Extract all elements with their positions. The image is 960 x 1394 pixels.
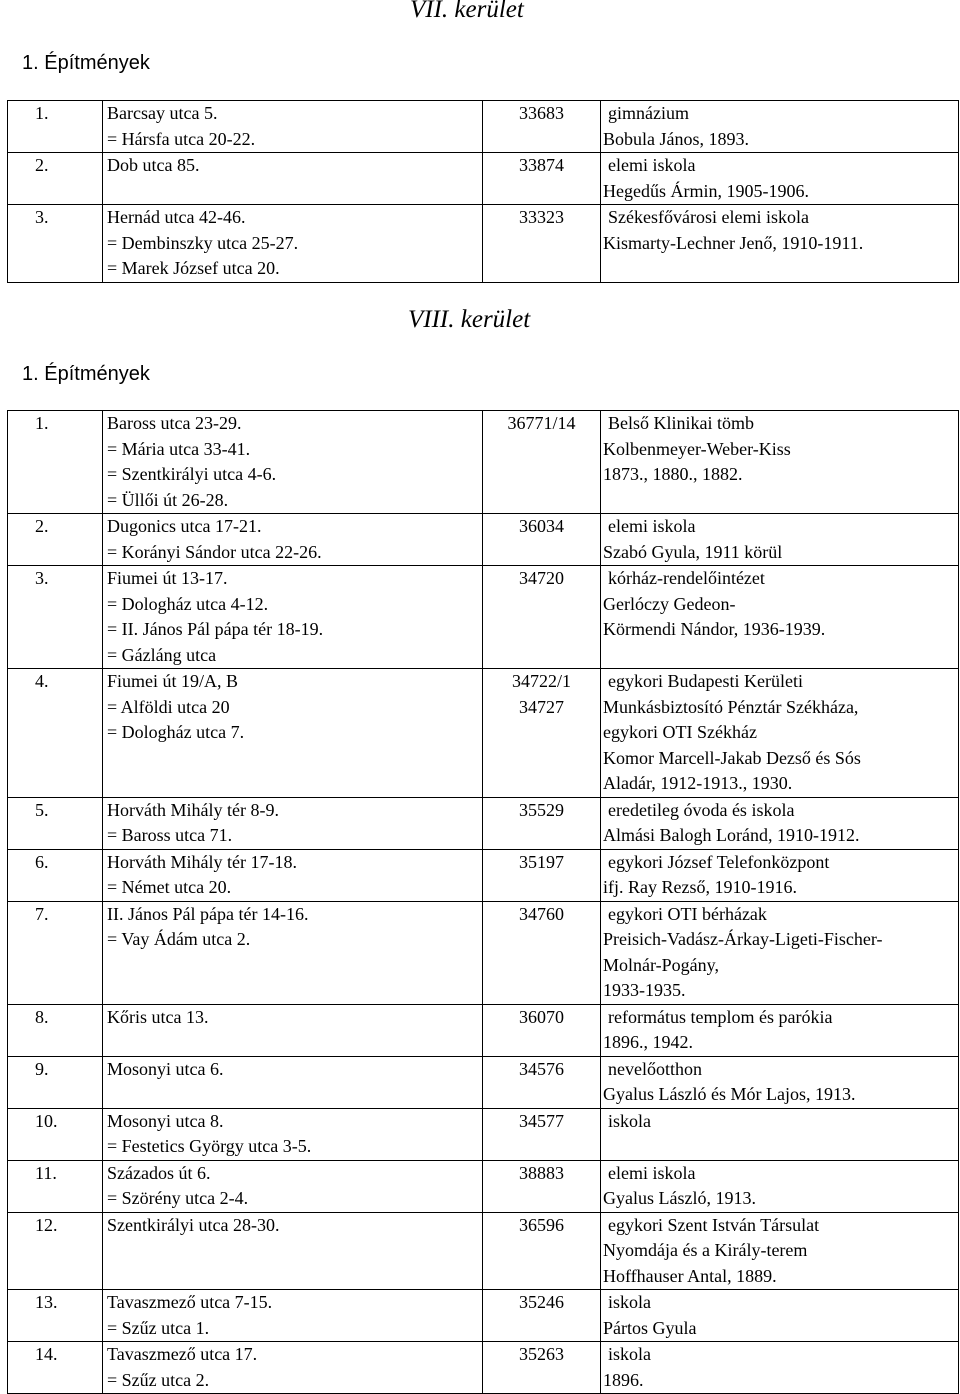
description-line: elemi iskola <box>608 155 696 175</box>
description-line: egykori Budapesti Kerületi <box>608 671 803 691</box>
description-cell <box>601 101 959 153</box>
parcel-number-cell <box>483 849 601 901</box>
address-line: II. János Pál pápa tér 14-16. <box>107 903 309 924</box>
address-cell <box>103 1342 483 1394</box>
address-line: = Korányi Sándor utca 22-26. <box>107 541 322 562</box>
description-line: 1933-1935. <box>603 980 686 1000</box>
description-cell <box>601 849 959 901</box>
description-line: Gyalus László és Mór Lajos, 1913. <box>603 1084 856 1104</box>
register-table-vii <box>7 100 959 283</box>
entry-number-cell <box>8 411 103 514</box>
description-line: Komor Marcell-Jakab Dezső és Sós <box>603 747 861 768</box>
parcel-number: 33874 <box>519 155 564 175</box>
description-cell <box>601 514 959 566</box>
description-line: Székesfővárosi elemi iskola <box>608 207 809 227</box>
parcel-number-cell <box>483 566 601 669</box>
parcel-number: 35246 <box>519 1292 564 1312</box>
description-cell <box>601 669 959 798</box>
description-line: Aladár, 1912-1913., 1930. <box>603 773 793 793</box>
parcel-number-cell <box>483 1290 601 1342</box>
description-line: egykori OTI bérházak <box>608 903 767 924</box>
table-row <box>8 205 959 283</box>
description-line: 1896., 1942. <box>603 1032 693 1052</box>
table-row <box>8 1004 959 1056</box>
parcel-number-cell <box>483 901 601 1004</box>
table-row <box>8 1342 959 1394</box>
table-row <box>8 1290 959 1342</box>
description-line: Almási Balogh Loránd, 1910-1912. <box>603 825 860 845</box>
address-line: Tavaszmező utca 17. <box>107 1344 258 1364</box>
address-line: Baross utca 23-29. <box>107 413 242 433</box>
address-line: Fiumei út 13-17. <box>107 568 228 588</box>
entry-number: 14. <box>35 1344 58 1364</box>
description-line: Hoffhauser Antal, 1889. <box>603 1265 777 1286</box>
entry-number: 11. <box>35 1162 57 1183</box>
description-line: eredetileg óvoda és iskola <box>608 799 795 820</box>
address-line: = Szörény utca 2-4. <box>107 1188 249 1208</box>
entry-number-cell <box>8 101 103 153</box>
address-line: = Szűz utca 2. <box>107 1369 210 1390</box>
parcel-number-cell <box>483 669 601 798</box>
address-cell <box>103 153 483 205</box>
address-cell <box>103 1056 483 1108</box>
parcel-number: 36771/14 <box>507 413 576 433</box>
description-line: ifj. Ray Rezső, 1910-1916. <box>603 877 797 897</box>
entry-number-cell <box>8 797 103 849</box>
entry-number: 4. <box>35 671 49 691</box>
entry-number: 13. <box>35 1292 58 1312</box>
parcel-number-cell <box>483 1056 601 1108</box>
entry-number-cell <box>8 514 103 566</box>
register-table-body <box>8 101 959 283</box>
entry-number-cell <box>8 1212 103 1290</box>
table-row <box>8 411 959 514</box>
parcel-number: 34727 <box>519 696 564 717</box>
entry-number: 3. <box>35 568 49 588</box>
address-cell <box>103 1212 483 1290</box>
table-row <box>8 101 959 153</box>
description-cell <box>601 566 959 669</box>
register-table-viii <box>7 410 959 1394</box>
description-line: egykori Szent István Társulat <box>608 1214 820 1235</box>
address-line: = Német utca 20. <box>107 877 232 897</box>
parcel-number-cell <box>483 153 601 205</box>
description-line: Molnár-Pogány, <box>603 954 719 975</box>
description-line: elemi iskola <box>608 1162 696 1183</box>
address-line: Mosonyi utca 6. <box>107 1058 224 1079</box>
district-heading-viii: VIII. kerület <box>408 306 531 333</box>
entry-number-cell <box>8 1056 103 1108</box>
address-line: = Baross utca 71. <box>107 825 233 845</box>
parcel-number-cell <box>483 411 601 514</box>
entry-number: 2. <box>35 516 49 536</box>
description-line: Bobula János, 1893. <box>603 128 749 149</box>
address-line: Kőris utca 13. <box>107 1006 209 1027</box>
table-row <box>8 669 959 798</box>
parcel-number: 33683 <box>519 103 564 123</box>
description-line: Pártos Gyula <box>603 1317 697 1338</box>
parcel-number-cell <box>483 514 601 566</box>
address-cell <box>103 101 483 153</box>
entry-number: 10. <box>35 1110 58 1131</box>
address-line: = Festetics György utca 3-5. <box>107 1136 312 1156</box>
address-line: = Gázláng utca <box>107 644 217 665</box>
address-cell <box>103 849 483 901</box>
register-table-body <box>8 411 959 1394</box>
description-line: iskola <box>608 1110 651 1131</box>
parcel-number-cell <box>483 1004 601 1056</box>
table-row <box>8 153 959 205</box>
address-cell <box>103 205 483 283</box>
address-line: = Mária utca 33-41. <box>107 438 251 459</box>
description-line: 1896. <box>603 1369 644 1390</box>
address-cell <box>103 1108 483 1160</box>
table-row <box>8 566 959 669</box>
description-line: kórház-rendelőintézet <box>608 568 765 588</box>
address-cell <box>103 669 483 798</box>
table-row <box>8 1212 959 1290</box>
entry-number: 8. <box>35 1006 49 1027</box>
parcel-number: 38883 <box>519 1162 564 1183</box>
address-cell <box>103 1290 483 1342</box>
address-line: = Üllői út 26-28. <box>107 489 229 510</box>
address-line: = Dologház utca 4-12. <box>107 593 269 614</box>
address-line: Fiumei út 19/A, B <box>107 671 239 691</box>
description-line: elemi iskola <box>608 516 696 536</box>
description-cell <box>601 797 959 849</box>
parcel-number: 34722/1 <box>511 671 571 691</box>
entry-number-cell <box>8 205 103 283</box>
entry-number: 2. <box>35 155 49 175</box>
table-row <box>8 849 959 901</box>
section-subheading-vii: 1. Építmények <box>22 52 150 74</box>
address-cell <box>103 901 483 1004</box>
address-line: = Szűz utca 1. <box>107 1317 210 1338</box>
parcel-number-cell <box>483 1160 601 1212</box>
entry-number: 5. <box>35 799 49 820</box>
address-line: = Hársfa utca 20-22. <box>107 128 256 149</box>
entry-number-cell <box>8 153 103 205</box>
description-line: iskola <box>608 1292 651 1312</box>
table-row <box>8 514 959 566</box>
entry-number-cell <box>8 1342 103 1394</box>
parcel-number: 34576 <box>519 1058 564 1079</box>
description-cell <box>601 153 959 205</box>
address-line: Tavaszmező utca 7-15. <box>107 1292 273 1312</box>
parcel-number: 33323 <box>519 207 564 227</box>
address-line: Barcsay utca 5. <box>107 103 218 123</box>
parcel-number-cell <box>483 1108 601 1160</box>
description-cell <box>601 1056 959 1108</box>
description-line: Munkásbiztosító Pénztár Székháza, <box>603 696 859 717</box>
parcel-number: 36070 <box>519 1006 564 1027</box>
parcel-number: 36596 <box>519 1214 564 1235</box>
table-row <box>8 1056 959 1108</box>
address-line: Horváth Mihály tér 8-9. <box>107 799 279 820</box>
description-line: gimnázium <box>608 103 689 123</box>
entry-number-cell <box>8 566 103 669</box>
description-line: Belső Klinikai tömb <box>608 413 754 433</box>
address-cell <box>103 1004 483 1056</box>
entry-number-cell <box>8 1108 103 1160</box>
table-row <box>8 1108 959 1160</box>
entry-number-cell <box>8 669 103 798</box>
address-cell <box>103 797 483 849</box>
description-line: nevelőotthon <box>608 1058 702 1079</box>
description-line: egykori OTI Székház <box>603 722 757 742</box>
description-cell <box>601 1342 959 1394</box>
description-cell <box>601 411 959 514</box>
parcel-number: 35263 <box>519 1344 564 1364</box>
description-line: református templom és parókia <box>608 1006 833 1027</box>
district-heading-vii: VII. kerület <box>410 0 524 23</box>
description-cell <box>601 1108 959 1160</box>
entry-number: 3. <box>35 207 49 227</box>
entry-number: 7. <box>35 903 49 924</box>
parcel-number: 34577 <box>519 1110 564 1131</box>
parcel-number-cell <box>483 797 601 849</box>
parcel-number-cell <box>483 101 601 153</box>
address-line: = Alföldi utca 20 <box>107 696 230 717</box>
address-cell <box>103 566 483 669</box>
description-line: egykori József Telefonközpont <box>608 851 830 872</box>
description-line: Gyalus László, 1913. <box>603 1188 756 1208</box>
entry-number: 12. <box>35 1214 58 1235</box>
parcel-number: 35197 <box>519 851 564 872</box>
entry-number-cell <box>8 1004 103 1056</box>
description-line: Szabó Gyula, 1911 körül <box>603 541 783 562</box>
description-line: Körmendi Nándor, 1936-1939. <box>603 619 826 639</box>
address-cell <box>103 1160 483 1212</box>
parcel-number: 35529 <box>519 799 564 820</box>
parcel-number: 34760 <box>519 903 564 924</box>
parcel-number: 34720 <box>519 568 564 588</box>
address-line: Mosonyi utca 8. <box>107 1110 224 1131</box>
section-subheading-viii: 1. Építmények <box>22 363 150 385</box>
description-line: Nyomdája és a Király-terem <box>603 1240 808 1260</box>
parcel-number-cell <box>483 1342 601 1394</box>
address-line: = Dologház utca 7. <box>107 722 245 742</box>
table-row <box>8 901 959 1004</box>
entry-number: 9. <box>35 1058 49 1079</box>
description-cell <box>601 901 959 1004</box>
table-row <box>8 797 959 849</box>
address-line: Dob utca 85. <box>107 155 200 175</box>
address-line: Százados út 6. <box>107 1162 211 1183</box>
parcel-number: 36034 <box>519 516 564 536</box>
address-line: = II. János Pál pápa tér 18-19. <box>107 619 324 639</box>
description-cell <box>601 1160 959 1212</box>
description-line: Preisich-Vadász-Árkay-Ligeti-Fischer- <box>603 929 883 949</box>
address-line: Dugonics utca 17-21. <box>107 516 262 536</box>
address-line: Horváth Mihály tér 17-18. <box>107 851 297 872</box>
description-line: Kismarty-Lechner Jenő, 1910-1911. <box>603 232 864 253</box>
address-cell <box>103 411 483 514</box>
entry-number-cell <box>8 901 103 1004</box>
address-cell <box>103 514 483 566</box>
entry-number-cell <box>8 849 103 901</box>
description-line: Hegedűs Ármin, 1905-1906. <box>603 180 809 201</box>
entry-number: 6. <box>35 851 49 872</box>
description-cell <box>601 1290 959 1342</box>
address-line: = Szentkirályi utca 4-6. <box>107 464 277 484</box>
description-line: 1873., 1880., 1882. <box>603 464 743 484</box>
address-line: Hernád utca 42-46. <box>107 207 246 227</box>
entry-number-cell <box>8 1290 103 1342</box>
parcel-number-cell <box>483 1212 601 1290</box>
address-line: = Dembinszky utca 25-27. <box>107 232 299 253</box>
description-cell <box>601 205 959 283</box>
entry-number: 1. <box>35 103 49 123</box>
parcel-number-cell <box>483 205 601 283</box>
table-row <box>8 1160 959 1212</box>
description-line: Gerlóczy Gedeon- <box>603 593 736 614</box>
address-line: = Marek József utca 20. <box>107 258 280 278</box>
description-cell <box>601 1212 959 1290</box>
description-line: Kolbenmeyer-Weber-Kiss <box>603 438 791 459</box>
address-line: = Vay Ádám utca 2. <box>107 929 251 949</box>
description-line: iskola <box>608 1344 651 1364</box>
entry-number: 1. <box>35 413 49 433</box>
entry-number-cell <box>8 1160 103 1212</box>
address-line: Szentkirályi utca 28-30. <box>107 1214 280 1235</box>
description-cell <box>601 1004 959 1056</box>
